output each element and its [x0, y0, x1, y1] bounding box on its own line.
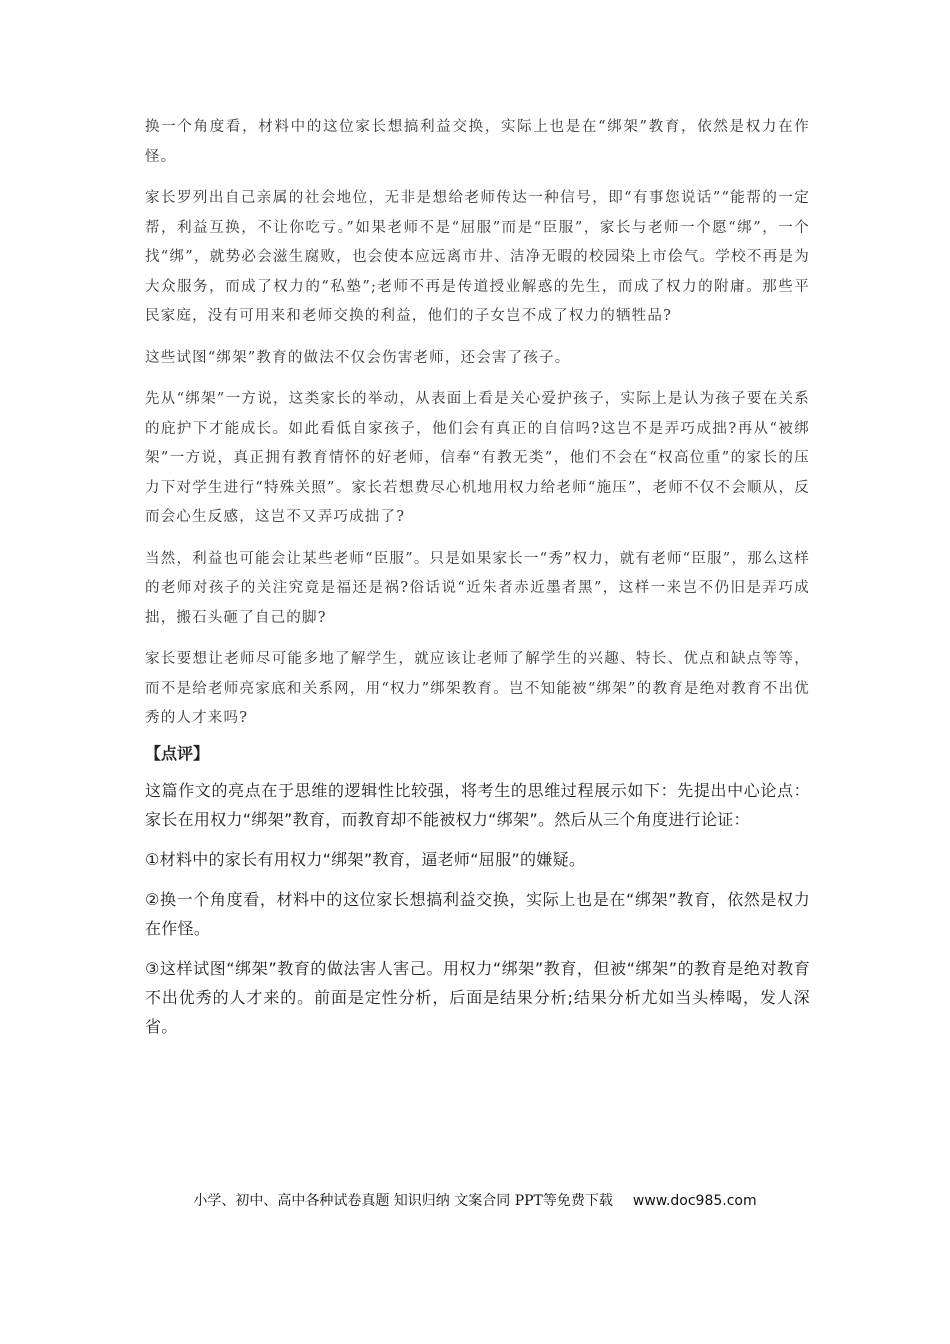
- page-footer: [0, 1190, 950, 1210]
- review-paragraph-intro: 这篇作文的亮点在于思维的逻辑性比较强，将考生的思维过程展示如下：先提出中心论点：家长在用权力“绑架”教育，而教育却不能被权力“绑架”。然后从三个角度进行论证：: [145, 780, 810, 829]
- review-point-1: ①材料中的家长有用权力“绑架”教育，逼老师“屈服”的嫌疑。: [145, 849, 586, 869]
- review-point-3: ③这样试图“绑架”教育的做法害人害己。用权力“绑架”教育，但被“绑架”的教育是绝对教育不出优秀的人才来的。前面是定性分析，后面是结果分析;结果分析尤如当头棒喝，发人深省。: [145, 958, 810, 1036]
- review-point-2: ②换一个角度看，材料中的这位家长想搞利益交换，实际上也是在“绑架”教育，依然是权力在作怪。: [145, 889, 810, 938]
- body-paragraph-6: 家长要想让老师尽可能多地了解学生，就应该让老师了解学生的兴趣、特长、优点和缺点等等，而不是给老师亮家底和关系网，用“权力”绑架教育。岂不知能被“绑架”的教育是绝对教育不出优秀的人才来吗?: [145, 651, 810, 726]
- review-heading: 【点评】: [145, 743, 210, 763]
- body-paragraph-1: 换一个角度看，材料中的这位家长想搞利益交换，实际上也是在“绑架”教育，依然是权力在作怪。: [145, 119, 810, 165]
- footer-url: www.doc985.com: [632, 1193, 757, 1209]
- article-content: [145, 113, 810, 1052]
- body-paragraph-4: 先从“绑架”一方说，这类家长的举动，从表面上看是关心爱护孩子，实际上是认为孩子要在关系的庇护下才能成长。如此看低自家孩子，他们会有真正的自信吗?这岂不是弄巧成拙?再从“被绑架”一方说，真正拥有教育情怀的好老师，信奉“有教无类”，他们不会在“权高位重”的家长的压力下对学生进行“特殊关照”。家长若想费尽心机地用权力给老师“施压”，老师不仅不会顺从，反而会心生反感，这岂不又弄巧成拙了?: [145, 391, 810, 525]
- body-paragraph-2: 家长罗列出自己亲属的社会地位，无非是想给老师传达一种信号，即“有事您说话”“能帮的一定帮，利益互换，不让你吃亏。”如果老师不是“屈服”而是“臣服”，家长与老师一个愿“绑”，一个找“绑”，就势必会滋生腐败，也会使本应远离市井、洁净无暇的校园染上市侩气。学校不再是为大众服务，而成了权力的“私塾”;老师不再是传道授业解惑的先生，而成了权力的附庸。那些平民家庭，没有可用来和老师交换的利益，他们的子女岂不成了权力的牺牲品?: [145, 190, 810, 324]
- footer-text: 小学、初中、高中各种试卷真题 知识归纳 文案合同 PPT等免费下载: [193, 1193, 613, 1209]
- body-paragraph-5: 当然，利益也可能会让某些老师“臣服”。只是如果家长一“秀”权力，就有老师“臣服”，那么这样的老师对孩子的关注究竟是福还是祸?俗话说“近朱者赤近墨者黑”，这样一来岂不仍旧是弄巧成拙，搬石头砸了自己的脚?: [145, 550, 810, 626]
- body-paragraph-3: 这些试图“绑架”教育的做法不仅会伤害老师，还会害了孩子。: [145, 349, 571, 366]
